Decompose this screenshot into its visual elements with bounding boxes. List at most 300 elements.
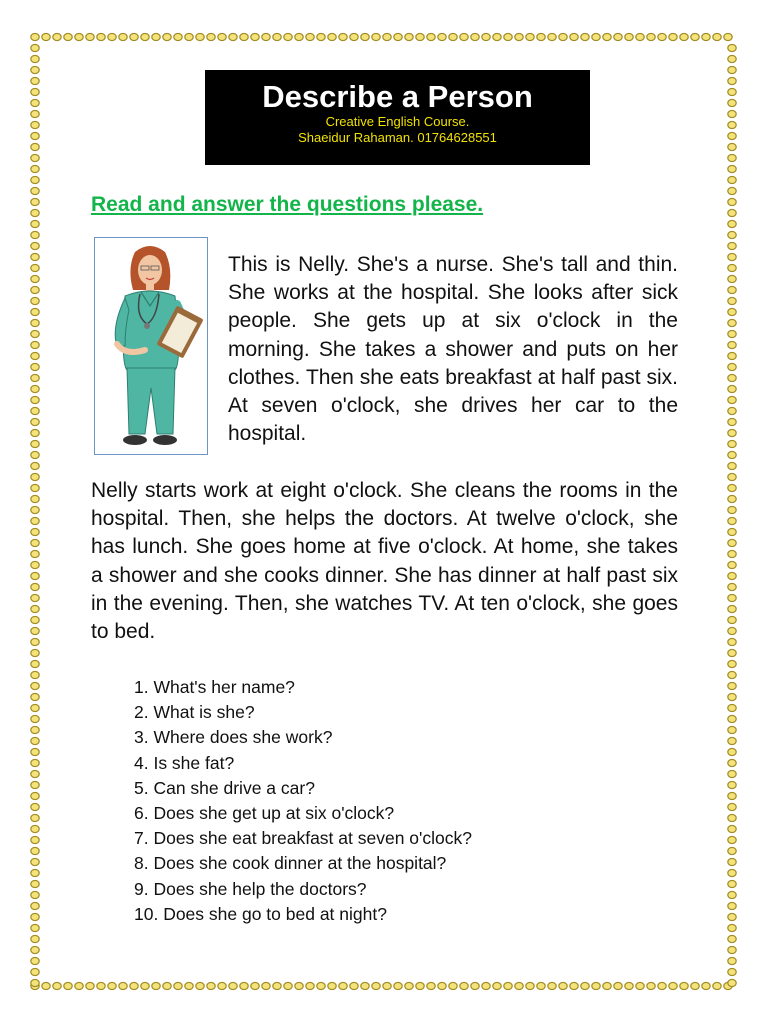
border-link [702,33,710,40]
border-link [728,154,736,161]
border-link [728,418,736,425]
border-link [728,902,736,909]
border-link [658,982,666,989]
border-link [728,484,736,491]
author-contact: Shaeidur Rahaman. 01764628551 [298,130,497,145]
border-link [728,671,736,678]
border-link [130,982,138,989]
border-link [728,253,736,260]
border-link [361,982,369,989]
border-link [251,33,259,40]
border-link [31,33,39,40]
border-link [728,440,736,447]
border-link [31,583,39,590]
border-link [728,968,736,975]
border-link [31,737,39,744]
border-link [526,33,534,40]
border-link [31,913,39,920]
border-link [559,982,567,989]
border-link [636,33,644,40]
border-link [728,715,736,722]
border-link [64,33,72,40]
course-name: Creative English Course. [325,114,470,129]
border-link [680,982,688,989]
border-link [537,982,545,989]
border-link [31,253,39,260]
border-link [728,506,736,513]
border-link [31,44,39,51]
border-link [119,982,127,989]
border-link [97,33,105,40]
border-link [185,33,193,40]
border-link [31,814,39,821]
border-link [31,891,39,898]
border-link [728,814,736,821]
border-link [493,982,501,989]
border-link [251,982,259,989]
question-item: 6. Does she get up at six o'clock? [134,803,395,824]
border-link [482,982,490,989]
border-link [295,982,303,989]
border-link [196,33,204,40]
border-link [449,33,457,40]
border-link [339,982,347,989]
border-link [702,982,710,989]
border-link [53,982,61,989]
border-link [31,330,39,337]
border-link [728,209,736,216]
border-link [728,539,736,546]
border-link [728,594,736,601]
border-link [141,982,149,989]
border-link [728,66,736,73]
border-link [328,33,336,40]
border-link [728,836,736,843]
border-link [647,982,655,989]
border-link [728,319,736,326]
border-link [31,693,39,700]
border-link [31,715,39,722]
border-link [728,803,736,810]
border-link [405,33,413,40]
border-link [728,627,736,634]
border-link [592,33,600,40]
border-link [163,33,171,40]
border-link [372,982,380,989]
border-link [405,982,413,989]
border-link [728,660,736,667]
border-link [31,825,39,832]
border-link [728,880,736,887]
border-link [713,33,721,40]
border-link [31,374,39,381]
border-link [728,264,736,271]
border-link [728,858,736,865]
border-link [515,982,523,989]
nurse-image-frame [94,237,208,455]
border-link [416,982,424,989]
border-link [229,982,237,989]
border-link [728,572,736,579]
border-link [31,836,39,843]
border-link [350,33,358,40]
border-link [372,33,380,40]
border-link [728,946,736,953]
border-link [31,968,39,975]
border-link [728,649,736,656]
border-link [42,982,50,989]
border-link [504,33,512,40]
border-link [728,825,736,832]
border-link [218,982,226,989]
border-link [570,33,578,40]
border-link [31,803,39,810]
story-paragraph-2: Nelly starts work at eight o'clock. She cleans the rooms in the hospital. Then, she helps the doctors. At twelve o'clock, she has lunch. She goes home at five o'clock. At home, she takes a shower and she cooks dinner. She has dinner at half past six in the evening. Then, she watches TV. At ten o'clock, she goes to bed. [91,479,678,644]
border-link [603,33,611,40]
border-link [31,946,39,953]
border-link [31,55,39,62]
border-link [728,924,736,931]
border-link [75,33,83,40]
border-link [306,982,314,989]
border-link [493,33,501,40]
border-link [728,352,736,359]
border-link [31,440,39,447]
border-link [482,33,490,40]
border-link [728,77,736,84]
border-link [31,77,39,84]
border-link [728,638,736,645]
border-link [31,638,39,645]
question-item: 8. Does she cook dinner at the hospital? [134,853,447,874]
border-link [108,982,116,989]
border-link [728,726,736,733]
border-link [728,473,736,480]
border-link [728,979,736,986]
border-link [53,33,61,40]
border-link [581,982,589,989]
border-link [31,759,39,766]
border-link [174,982,182,989]
border-link [31,187,39,194]
border-link [728,583,736,590]
border-link [31,517,39,524]
border-link [240,33,248,40]
border-link [31,594,39,601]
border-link [548,33,556,40]
border-link [728,242,736,249]
border-link [31,407,39,414]
border-link [31,418,39,425]
border-link [196,982,204,989]
border-link [31,451,39,458]
border-link [548,982,556,989]
border-link [31,682,39,689]
border-link [86,33,94,40]
border-link [504,982,512,989]
border-link [31,726,39,733]
border-link [119,33,127,40]
question-item: 10. Does she go to bed at night? [134,903,387,924]
border-link [31,506,39,513]
instruction-heading: Read and answer the questions please. [91,193,484,216]
border-link [728,374,736,381]
border-link [728,781,736,788]
border-link [31,352,39,359]
border-link [728,847,736,854]
border-link [647,33,655,40]
border-link [438,982,446,989]
border-link [31,341,39,348]
border-link [592,982,600,989]
border-link [728,121,736,128]
border-link [31,671,39,678]
border-link [728,165,736,172]
border-link [31,220,39,227]
border-link [31,781,39,788]
border-link [240,982,248,989]
border-link [31,242,39,249]
border-link [625,982,633,989]
border-link [64,982,72,989]
border-link [728,407,736,414]
border-link [31,319,39,326]
border-link [284,33,292,40]
border-link [449,982,457,989]
border-link [31,847,39,854]
border-link [728,308,736,315]
border-link [31,363,39,370]
border-link [728,110,736,117]
border-link [724,33,732,40]
border-link [383,33,391,40]
border-link [31,649,39,656]
border-link [174,33,182,40]
border-link [728,88,736,95]
question-item: 9. Does she help the doctors? [134,878,367,899]
border-link [262,33,270,40]
border-link [728,748,736,755]
border-link [31,792,39,799]
border-link [614,982,622,989]
border-link [728,693,736,700]
border-link [728,935,736,942]
story-paragraph-1: This is Nelly. She's a nurse. She's tall and thin. She works at the hospital. She looks after sick people. She gets up at six o'clock in the morning. She takes a shower and puts on her clothes. Then she eats breakfast at half past six. At seven o'clock, she drives her car to the hospital. [228,253,678,446]
page-title: Describe a Person [262,79,533,114]
border-link [728,297,736,304]
border-link [416,33,424,40]
border-link [728,737,736,744]
border-link [728,550,736,557]
border-link [625,33,633,40]
border-link [438,33,446,40]
border-link [31,572,39,579]
border-link [31,528,39,535]
question-item: 1. What's her name? [134,677,295,697]
border-link [537,33,545,40]
border-link [152,33,160,40]
border-link [713,982,721,989]
border-link [691,982,699,989]
border-link [460,982,468,989]
border-link [31,660,39,667]
border-link [728,275,736,282]
border-link [97,982,105,989]
border-link [728,495,736,502]
border-link [658,33,666,40]
border-link [31,957,39,964]
border-link [728,286,736,293]
nurse-illustration-icon [95,238,207,454]
border-link [163,982,171,989]
border-link [31,616,39,623]
border-link [728,187,736,194]
border-link [31,385,39,392]
border-link [383,982,391,989]
border-link [31,275,39,282]
border-link [339,33,347,40]
border-link [515,33,523,40]
border-link [306,33,314,40]
border-link [31,902,39,909]
border-link [728,462,736,469]
border-link [728,143,736,150]
border-link [728,44,736,51]
border-link [31,495,39,502]
border-link [471,33,479,40]
border-link [570,982,578,989]
border-link [31,473,39,480]
border-link [669,33,677,40]
border-link [31,297,39,304]
border-link [394,982,402,989]
border-link [427,982,435,989]
border-link [728,198,736,205]
border-link [273,982,281,989]
border-link [185,982,193,989]
border-link [31,979,39,986]
question-item: 5. Can she drive a car? [134,777,315,798]
question-item: 4. Is she fat? [134,752,235,773]
border-link [31,66,39,73]
border-link [31,605,39,612]
border-link [31,858,39,865]
border-link [207,982,215,989]
border-link [728,913,736,920]
border-link [31,869,39,876]
border-link [31,154,39,161]
border-link [130,33,138,40]
question-item: 7. Does she eat breakfast at seven o'clock? [134,828,472,849]
border-link [427,33,435,40]
border-link [728,517,736,524]
border-link [295,33,303,40]
border-link [31,198,39,205]
border-link [31,561,39,568]
border-link [31,462,39,469]
border-link [75,982,83,989]
border-link [273,33,281,40]
border-link [728,770,736,777]
border-link [31,924,39,931]
border-link [31,396,39,403]
border-link [31,880,39,887]
border-link [728,616,736,623]
border-link [728,869,736,876]
border-link [317,982,325,989]
border-link [229,33,237,40]
border-link [31,935,39,942]
border-link [728,451,736,458]
border-link [141,33,149,40]
border-link [284,982,292,989]
border-link [728,363,736,370]
question-item: 2. What is she? [134,702,255,723]
border-link [559,33,567,40]
border-link [614,33,622,40]
border-link [31,308,39,315]
border-link [680,33,688,40]
border-link [31,121,39,128]
border-link [31,209,39,216]
border-link [218,33,226,40]
border-link [31,704,39,711]
border-link [394,33,402,40]
border-link [581,33,589,40]
border-link [152,982,160,989]
border-link [317,33,325,40]
border-link [350,982,358,989]
border-link [262,982,270,989]
border-link [31,770,39,777]
border-link [31,99,39,106]
border-link [460,33,468,40]
border-link [728,385,736,392]
border-link [361,33,369,40]
border-link [728,55,736,62]
border-link [691,33,699,40]
border-link [728,429,736,436]
border-link [31,88,39,95]
border-link [86,982,94,989]
border-link [108,33,116,40]
question-item: 3. Where does she work? [134,727,333,748]
border-link [31,286,39,293]
border-link [31,143,39,150]
question-list [134,675,472,927]
border-link [31,748,39,755]
border-link [31,627,39,634]
border-link [728,132,736,139]
border-link [31,539,39,546]
border-link [31,110,39,117]
title-banner [205,70,590,165]
border-link [728,682,736,689]
border-link [31,550,39,557]
border-link [31,264,39,271]
border-link [728,605,736,612]
border-link [728,957,736,964]
border-link [207,33,215,40]
border-link [31,484,39,491]
border-link [728,99,736,106]
border-link [636,982,644,989]
border-link [728,330,736,337]
border-link [728,704,736,711]
border-link [31,429,39,436]
border-link [603,982,611,989]
border-link [728,792,736,799]
